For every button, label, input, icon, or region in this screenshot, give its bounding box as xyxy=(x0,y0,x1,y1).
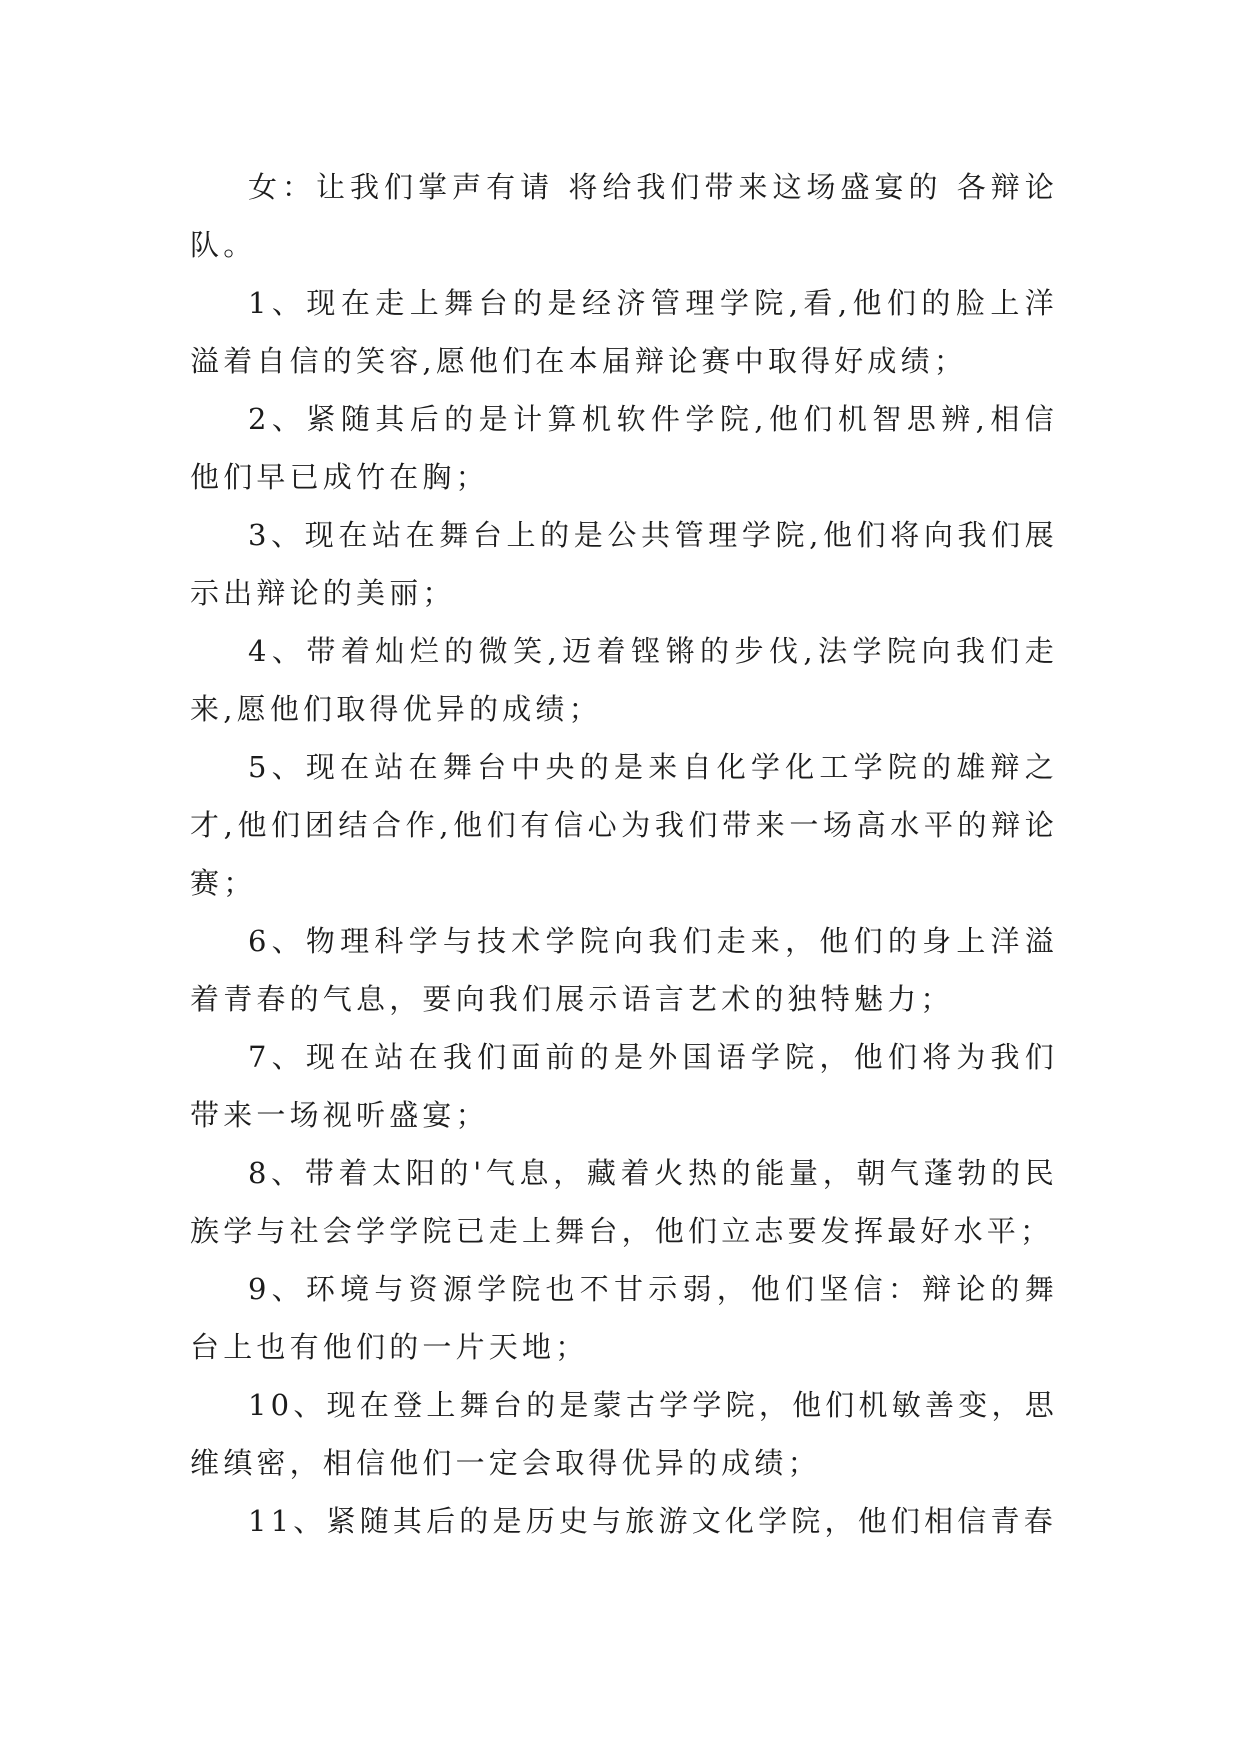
paragraph-item-2: 2、紧随其后的是计算机软件学院,他们机智思辨,相信他们早已成竹在胸； xyxy=(190,402,1058,494)
paragraph-item-4: 4、带着灿烂的微笑,迈着铿锵的步伐,法学院向我们走来,愿他们取得优异的成绩； xyxy=(190,634,1058,726)
paragraph-item-8: 8、带着太阳的'气息，藏着火热的能量，朝气蓬勃的民族学与社会学学院已走上舞台，他们立志要发挥最好水平； xyxy=(190,1156,1058,1248)
paragraph-intro: 女：让我们掌声有请 将给我们带来这场盛宴的 各辩论队。 xyxy=(190,170,1058,262)
paragraph-item-1: 1、现在走上舞台的是经济管理学院,看,他们的脸上洋溢着自信的笑容,愿他们在本届辩论赛中取得好成绩； xyxy=(190,286,1058,378)
paragraph-item-3: 3、现在站在舞台上的是公共管理学院,他们将向我们展示出辩论的美丽； xyxy=(190,518,1058,610)
paragraph-item-9: 9、环境与资源学院也不甘示弱，他们坚信：辩论的舞台上也有他们的一片天地； xyxy=(190,1272,1058,1364)
paragraph-item-10: 10、现在登上舞台的是蒙古学学院，他们机敏善变，思维缜密，相信他们一定会取得优异的成绩； xyxy=(190,1388,1058,1480)
paragraph-item-11: 11、紧随其后的是历史与旅游文化学院，他们相信青春 xyxy=(248,1504,1057,1538)
document-body xyxy=(190,158,1058,1550)
paragraph-item-5: 5、现在站在舞台中央的是来自化学化工学院的雄辩之才,他们团结合作,他们有信心为我们带来一场高水平的辩论赛； xyxy=(190,750,1058,900)
paragraph-item-6: 6、物理科学与技术学院向我们走来，他们的身上洋溢着青春的气息，要向我们展示语言艺术的独特魅力； xyxy=(190,924,1058,1016)
paragraph-item-7: 7、现在站在我们面前的是外国语学院，他们将为我们带来一场视听盛宴； xyxy=(190,1040,1058,1132)
